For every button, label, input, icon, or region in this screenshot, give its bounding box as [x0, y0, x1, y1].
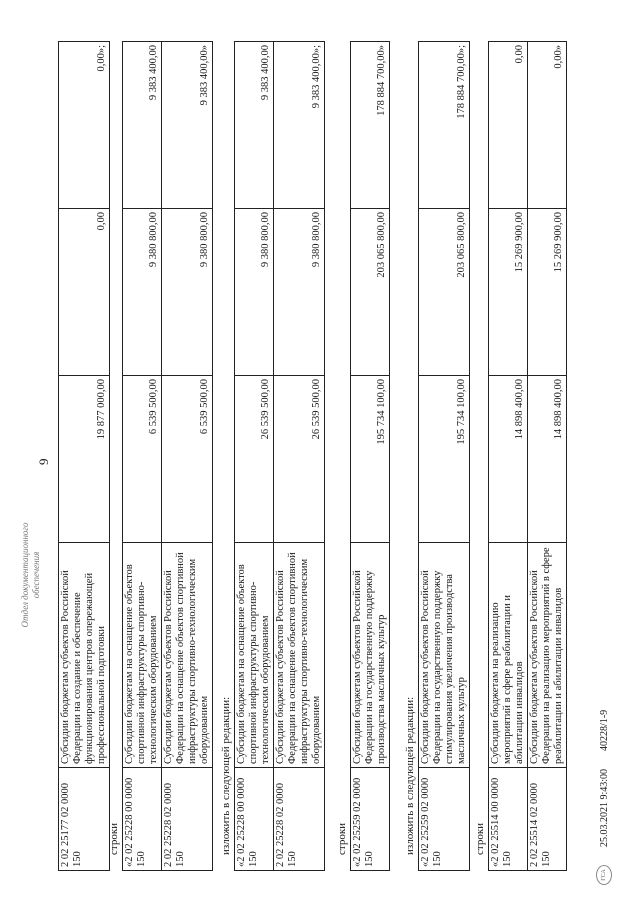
row-code: 2 02 25228 02 0000 150	[162, 768, 213, 871]
row-name: Субсидии бюджетам субъектов Российской Федерации на создание и обеспечение функционирования центров опережающей профессиональной подготовки	[59, 543, 110, 768]
row-value-2: 203 065 800,00	[419, 209, 470, 376]
label-stroki: строки	[336, 822, 348, 855]
block3-table	[350, 41, 390, 871]
table-row	[59, 42, 110, 871]
label-stroki: строки	[474, 822, 486, 855]
row-value-1: 6 539 500,00	[162, 376, 213, 543]
row-value-2: 0,00	[59, 209, 110, 376]
row-value-3: 0,00	[489, 42, 528, 209]
row-name: Субсидии бюджетам субъектов Российской Федерации на оснащение объектов спортивной инфраструктуры спортивно-технологическим оборудованием	[162, 543, 213, 768]
row-value-1: 195 734 100,00	[351, 376, 390, 543]
table-row	[489, 42, 528, 871]
row-value-1: 19 877 000,00	[59, 376, 110, 543]
row-value-1: 6 539 500,00	[123, 376, 162, 543]
footer-date: 25.03.2021 9:43:00	[598, 768, 610, 847]
row-value-3: 9 383 400,00	[123, 42, 162, 209]
gosa-logo-icon: ГСА	[596, 865, 612, 885]
row-code: «2 02 25514 00 0000 150	[489, 768, 528, 871]
block5-table	[488, 41, 567, 871]
row-value-3: 0,00»	[528, 42, 567, 209]
row-value-2: 9 380 800,00	[162, 209, 213, 376]
table-row	[162, 42, 213, 871]
row-value-2: 9 380 800,00	[274, 209, 325, 376]
row-value-2: 9 380 800,00	[235, 209, 274, 376]
row-value-3: 178 884 700,00»	[351, 42, 390, 209]
row-name: Субсидии бюджетам субъектов Российской Федерации на государственную поддержку производства масличных культур	[351, 543, 390, 768]
row-value-2: 15 269 900,00	[489, 209, 528, 376]
row-name: Субсидии бюджетам на оснащение объектов спортивной инфраструктуры спортивно-технологическим оборудованием	[235, 543, 274, 768]
row-value-1: 14 898 400,00	[489, 376, 528, 543]
row-name: Субсидии бюджетам субъектов Российской Федерации на реализацию мероприятий в сфере реабилитации и абилитации инвалидов	[528, 543, 567, 768]
row-code: «2 02 25259 02 0000 150	[419, 768, 470, 871]
label-stroki: строки	[108, 822, 120, 855]
table-row	[528, 42, 567, 871]
table-row	[235, 42, 274, 871]
row-value-1: 14 898 400,00	[528, 376, 567, 543]
row-code: 2 02 25514 02 0000 150	[528, 768, 567, 871]
table-row	[351, 42, 390, 871]
page-number: 9	[36, 458, 51, 465]
row-value-2: 9 380 800,00	[123, 209, 162, 376]
row-value-2: 15 269 900,00	[528, 209, 567, 376]
row-value-3: 9 383 400,00	[235, 42, 274, 209]
row-name: Субсидии бюджетам субъектов Российской Федерации на оснащение объектов спортивной инфраструктуры спортивно-технологическим оборудованием	[274, 543, 325, 768]
label-izlozhit: изложить в следующей редакции:	[220, 696, 232, 855]
row-code: 2 02 25228 02 0000 150	[274, 768, 325, 871]
row-value-1: 26 539 500,00	[235, 376, 274, 543]
row-value-1: 26 539 500,00	[274, 376, 325, 543]
row-code: 2 02 25177 02 0000 150	[59, 768, 110, 871]
row-name: Субсидии бюджетам на оснащение объектов спортивной инфраструктуры спортивно-технологическим оборудованием	[123, 543, 162, 768]
table-row	[419, 42, 470, 871]
row-value-3: 178 884 700,00»;	[419, 42, 470, 209]
table-row	[123, 42, 162, 871]
row-code: «2 02 25228 00 0000 150	[235, 768, 274, 871]
block1-table	[122, 41, 213, 871]
row-value-3: 0,00»;	[59, 42, 110, 209]
row-code: «2 02 25228 00 0000 150	[123, 768, 162, 871]
row-name: Субсидии бюджетам на реализацию мероприятий в сфере реабилитации и абилитации инвалидов	[489, 543, 528, 768]
top-table	[58, 41, 110, 871]
block2-table	[234, 41, 325, 871]
row-name: Субсидии бюджетам субъектов Российской Федерации на государственную поддержку стимулирования увеличения производства масличных культур	[419, 543, 470, 768]
block4-table	[418, 41, 470, 871]
row-value-1: 195 734 100,00	[419, 376, 470, 543]
row-value-3: 9 383 400,00»;	[274, 42, 325, 209]
table-row	[274, 42, 325, 871]
row-value-3: 9 383 400,00»	[162, 42, 213, 209]
footer	[596, 710, 612, 885]
department-stamp: Отдел документационного обеспечения	[20, 522, 41, 628]
label-izlozhit: изложить в следующей редакции:	[404, 696, 416, 855]
footer-doc-number: 40228/1-9	[598, 709, 610, 751]
row-code: «2 02 25259 02 0000 150	[351, 768, 390, 871]
row-value-2: 203 065 800,00	[351, 209, 390, 376]
